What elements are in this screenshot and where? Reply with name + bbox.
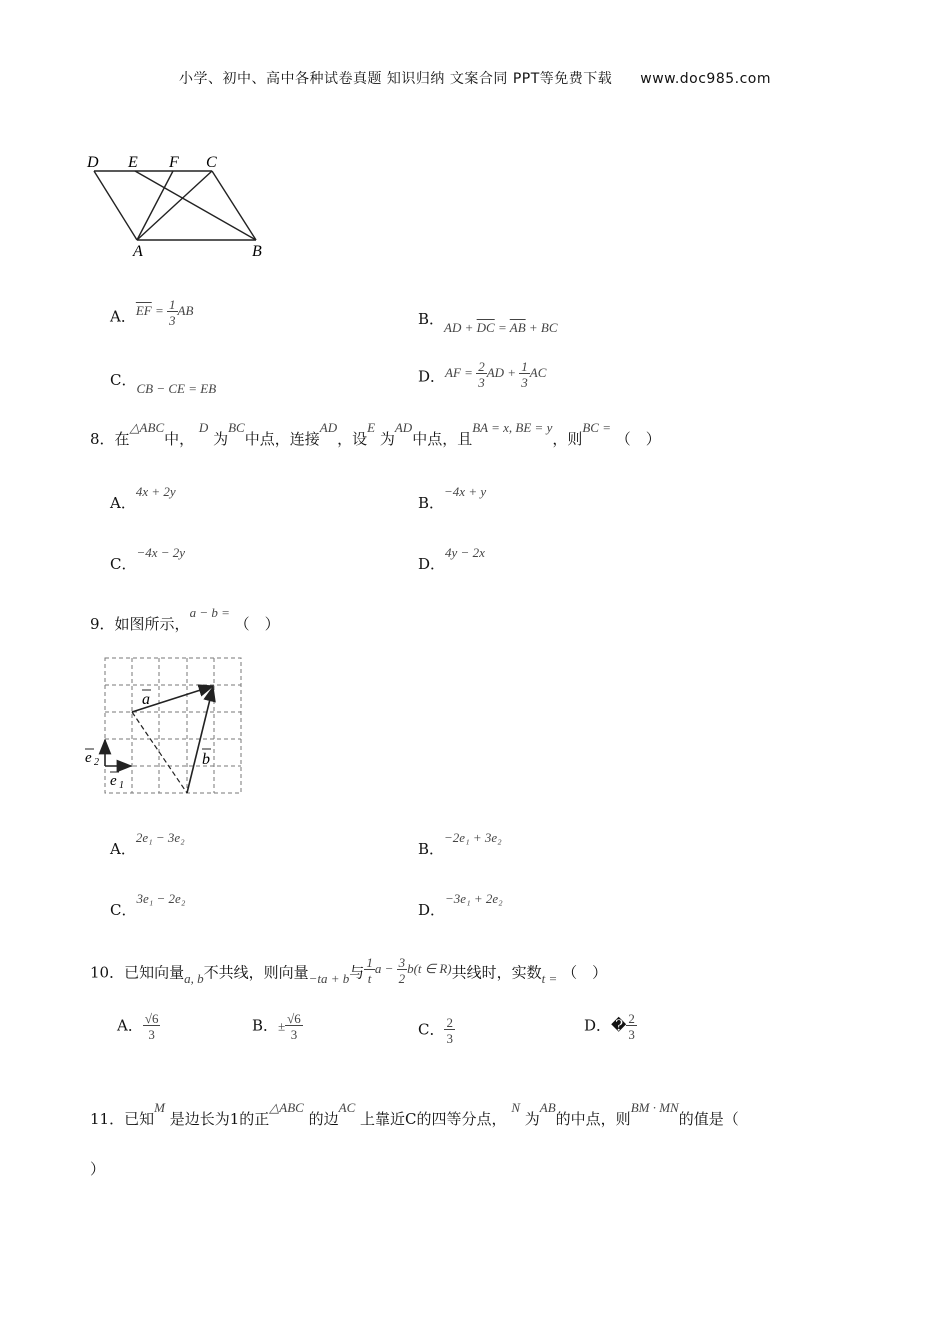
- q7-d-d1: 3: [478, 375, 485, 390]
- q8-option-a[interactable]: [110, 484, 176, 513]
- q10-option-sign: ±: [278, 1018, 286, 1034]
- q8-stem: [90, 420, 661, 449]
- q8-option-label: B．: [418, 494, 445, 512]
- q8-option-expr: 4y − 2x: [445, 545, 485, 560]
- q7-a-den: 3: [169, 313, 176, 328]
- fig-label-c: C: [206, 154, 217, 171]
- q10-option-label: C．: [418, 1020, 445, 1039]
- q9-option-expr: 3e₁ − 2e₂: [136, 891, 186, 906]
- q10-option-num: 2: [446, 1015, 453, 1030]
- q7-a-eq: =: [151, 303, 168, 319]
- q10-option-a[interactable]: [117, 1012, 160, 1041]
- q11-math: BM · MN: [630, 1100, 679, 1115]
- q7-d-n2: 1: [521, 359, 528, 374]
- q10-math: a, b: [184, 971, 204, 987]
- q9-text: 如图所示，: [114, 615, 190, 633]
- q8-option-d[interactable]: [418, 545, 485, 574]
- q10-option-den: 3: [148, 1027, 155, 1042]
- q8-option-expr: 4x + 2y: [135, 484, 176, 499]
- q11-math: AB: [539, 1100, 556, 1115]
- q11-math: △ABC: [269, 1100, 304, 1115]
- q9-option-expr: −2e₁ + 3e₂: [444, 830, 502, 845]
- q10-number: 10．: [90, 963, 125, 982]
- q8-answer-paren: （ ）: [615, 430, 661, 448]
- q11-text: 的值是（: [678, 1110, 739, 1128]
- q9-stem: [90, 605, 280, 634]
- q9-number: 9．: [90, 615, 115, 633]
- q7-b-t4: $\overline{AB}$: [509, 320, 526, 335]
- q10-text: 共线时，实数: [451, 963, 542, 982]
- q10-option-num: √6: [144, 1011, 159, 1026]
- q8-option-expr: −4x − 2y: [136, 545, 186, 560]
- header-text: 小学、初中、高中各种试卷真题 知识归纳 文案合同 PPT等免费下载: [178, 71, 613, 87]
- q8-math: △ABC: [129, 420, 165, 435]
- q7-d-mid: AD +: [486, 365, 520, 381]
- q9-option-label: B．: [418, 840, 445, 858]
- q10-option-den: 3: [290, 1027, 298, 1042]
- q8-math: AD: [394, 420, 413, 435]
- q10-option-label: B．: [252, 1016, 279, 1035]
- q9-option-a[interactable]: [110, 830, 185, 859]
- q10-frac-num: 3: [398, 955, 406, 970]
- q10-math: −ta + b: [308, 971, 350, 987]
- q7-option-c[interactable]: [110, 369, 217, 396]
- q7-b-t2: $\overline{DC}$: [476, 320, 495, 335]
- q8-option-b[interactable]: [418, 484, 487, 513]
- q11-math: N: [511, 1100, 520, 1115]
- q10-option-num: 2: [628, 1011, 635, 1026]
- q10-text: 不共线，则向量: [203, 963, 309, 982]
- q10-option-den: 3: [446, 1031, 453, 1046]
- q9-option-label: D．: [418, 901, 446, 919]
- q10-option-label: D．: [584, 1016, 612, 1035]
- q7-option-a-label: A．: [110, 307, 136, 326]
- q7-option-d-label: D．: [418, 367, 446, 386]
- vector-e1-label: e: [110, 773, 117, 789]
- q8-text: ，则: [552, 430, 583, 448]
- q9-answer-paren: （ ）: [234, 615, 280, 633]
- q7-d-d2: 3: [521, 375, 528, 390]
- q9-math: a − b =: [189, 605, 230, 620]
- q7-b-t5: + BC: [525, 320, 558, 335]
- q11-text: 上靠近C的四等分点，: [360, 1110, 507, 1128]
- vector-e2-label: e: [85, 750, 92, 766]
- vector-grid-figure: [82, 650, 252, 802]
- q9-option-c[interactable]: [110, 891, 186, 920]
- q10-option-b[interactable]: [252, 1012, 303, 1041]
- q11-number: 11．: [90, 1110, 125, 1128]
- q8-number: 8．: [90, 430, 115, 448]
- q10-answer-paren: （ ）: [562, 963, 608, 982]
- q11-text: 为: [524, 1110, 540, 1128]
- fig-label-d: D: [87, 154, 99, 171]
- q8-option-label: D．: [418, 555, 446, 573]
- q8-text: 中点，且: [412, 430, 473, 448]
- q8-option-label: A．: [110, 494, 136, 512]
- q8-math: E: [367, 420, 376, 435]
- q10-text: 与: [349, 963, 365, 982]
- q11-text: 的中点，则: [555, 1110, 631, 1128]
- q8-math: D: [198, 420, 209, 435]
- q8-math: BC =: [582, 420, 611, 435]
- q11-text: 已知: [124, 1110, 155, 1128]
- q10-option-d[interactable]: [584, 1012, 637, 1041]
- q9-option-expr: 2e₁ − 3e₂: [135, 830, 185, 845]
- q8-option-label: C．: [110, 555, 137, 573]
- fig-label-e: E: [128, 154, 138, 171]
- fig-label-f: F: [169, 154, 179, 171]
- q9-option-label: A．: [110, 840, 136, 858]
- q7-d-post: AC: [529, 365, 547, 381]
- q10-frac-den: t: [367, 971, 372, 986]
- q7-d-n1: 2: [478, 359, 485, 374]
- q7-a-num: 1: [169, 297, 176, 312]
- q10-math: b(t ∈ R): [407, 961, 452, 977]
- q10-text: 已知向量: [124, 963, 185, 982]
- q7-option-b-label: B．: [418, 310, 445, 328]
- q10-option-sign: �: [611, 1016, 627, 1035]
- q8-text: 中，: [164, 430, 195, 448]
- q10-option-c[interactable]: [418, 1016, 455, 1045]
- q10-frac-den: 2: [398, 971, 406, 986]
- q7-option-d[interactable]: [418, 359, 547, 393]
- q7-option-a[interactable]: [110, 297, 194, 333]
- q8-option-c[interactable]: [110, 545, 186, 574]
- q11-text: 的边: [308, 1110, 339, 1128]
- q7-a-lhs: $\overline{EF}$: [135, 303, 152, 319]
- q8-option-expr: −4x + y: [444, 484, 487, 499]
- vector-a-label: a: [142, 691, 150, 708]
- q9-option-d[interactable]: [418, 891, 503, 920]
- q7-c-expr: CB − CE = EB: [136, 381, 217, 396]
- fig-label-a: A: [133, 243, 143, 260]
- q8-text: 中点，连接: [244, 430, 320, 448]
- page-header: [0, 68, 950, 88]
- q8-math: BC: [228, 420, 245, 435]
- q11-stem: [90, 1100, 739, 1129]
- vector-b-label: b: [202, 751, 210, 768]
- q8-text: ，设: [337, 430, 368, 448]
- q10-option-num: √6: [287, 1011, 301, 1026]
- q8-text: 在: [114, 430, 130, 448]
- q10-option-den: 3: [628, 1027, 635, 1042]
- q7-b-t1: AD +: [444, 320, 477, 335]
- q11-stem-line2: ）: [90, 1160, 106, 1178]
- q11-math: AC: [338, 1100, 356, 1115]
- q9-option-label: C．: [110, 901, 137, 919]
- q8-math: BA = x, BE = y: [472, 420, 553, 435]
- q8-text: 为: [213, 430, 229, 448]
- q10-math: t =: [541, 971, 558, 987]
- q10-math: a −: [374, 961, 397, 977]
- q11-text: 是边长为1的正: [169, 1110, 270, 1128]
- q7-d-pre: AF =: [445, 365, 477, 381]
- vector-e1-sub: 1: [119, 780, 124, 791]
- q7-b-t3: =: [494, 320, 510, 335]
- vector-e2-sub: 2: [94, 757, 99, 768]
- parallelogram-figure: [80, 148, 280, 263]
- q7-a-rhs: AB: [177, 303, 194, 319]
- q10-option-label: A．: [117, 1016, 143, 1035]
- q10-frac-num: 1: [366, 955, 373, 970]
- q9-option-b[interactable]: [418, 830, 502, 859]
- q7-option-b[interactable]: [418, 308, 558, 335]
- q7-option-c-label: C．: [110, 371, 137, 389]
- q9-option-expr: −3e₁ + 2e₂: [445, 891, 503, 906]
- fig-label-b: B: [252, 243, 262, 260]
- q11-math: M: [154, 1100, 165, 1115]
- q8-math: AD: [319, 420, 338, 435]
- q10-stem: [90, 955, 608, 989]
- q8-text: 为: [379, 430, 395, 448]
- header-url: www.doc985.com: [640, 71, 772, 87]
